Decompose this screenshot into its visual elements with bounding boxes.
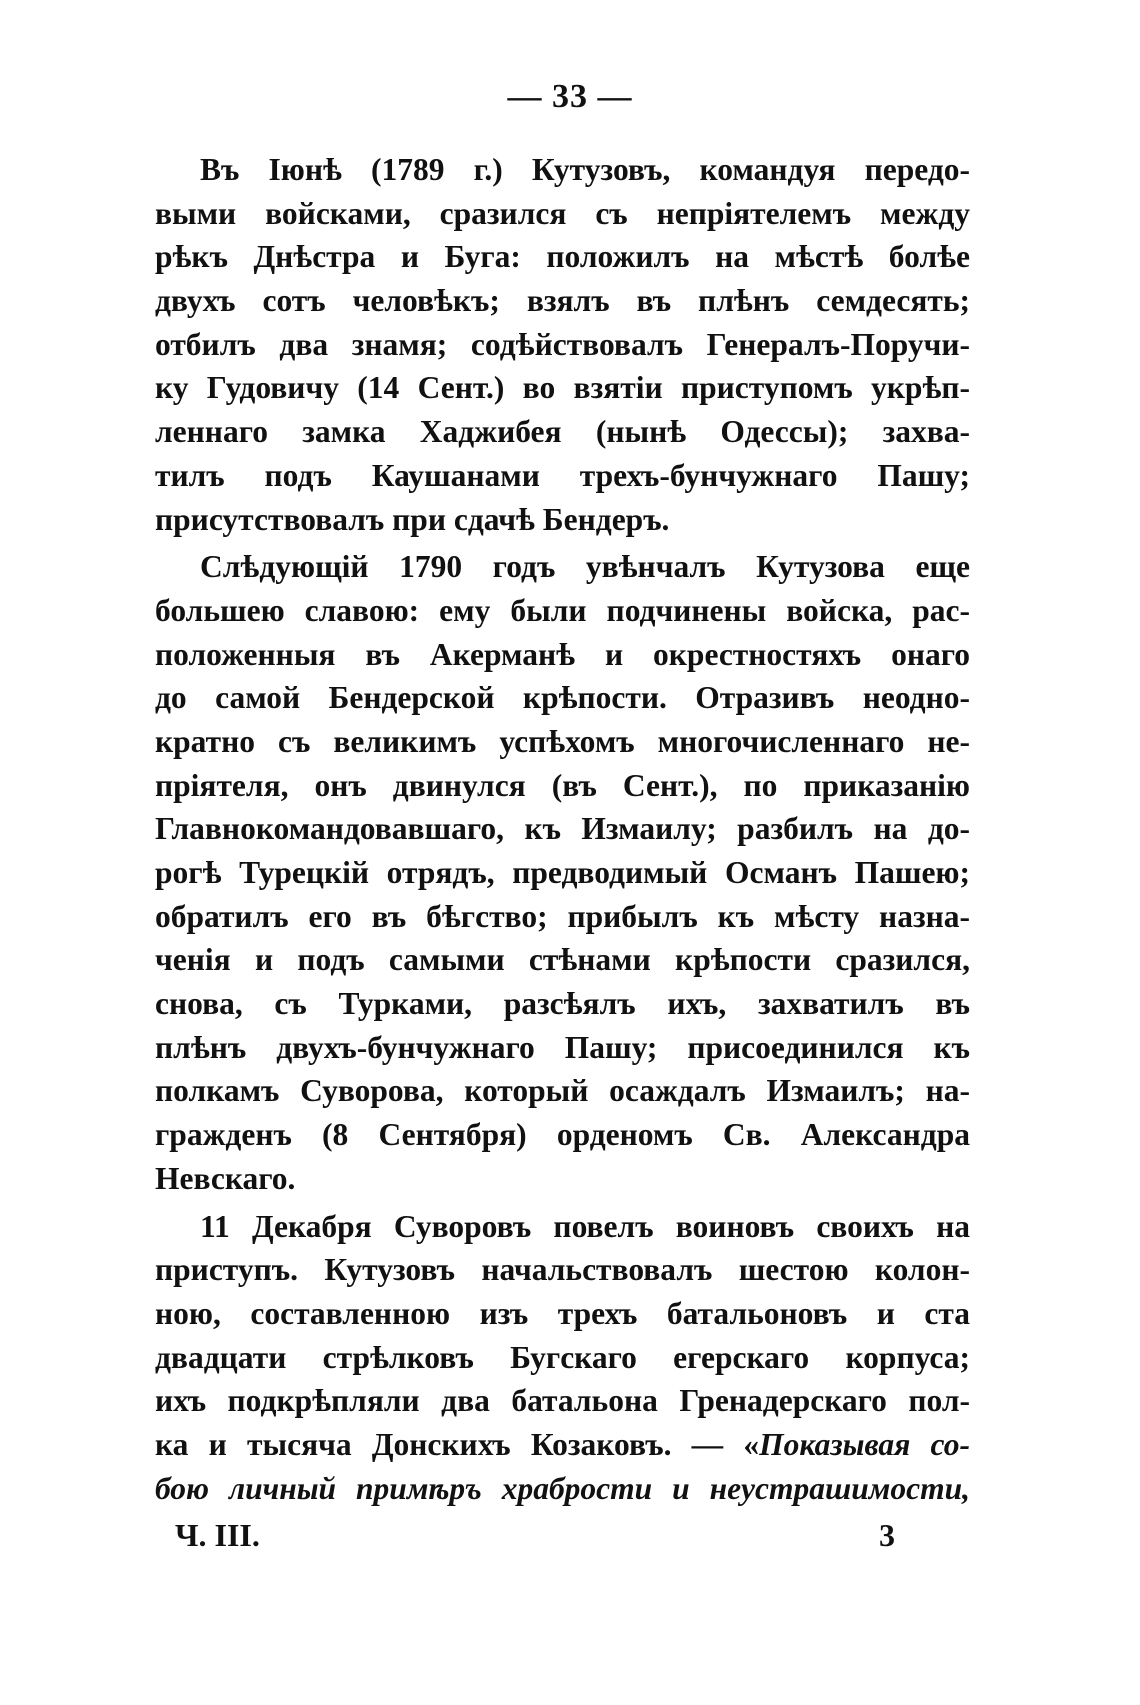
text-line: до самой Бендерской крѣпости. Отразивъ неодно-	[155, 680, 970, 716]
text-line: приступъ. Кутузовъ начальствовалъ шестою колон-	[155, 1252, 970, 1288]
text-line: гражденъ (8 Сентября) орденомъ Св. Александра	[155, 1117, 970, 1153]
text-line: отбилъ два знамя; содѣйствовалъ Генералъ-Поручи-	[155, 326, 970, 362]
text-line: ченія и подъ самыми стѣнами крѣпости сразился,	[155, 942, 970, 978]
text-line: положенныя въ Акерманѣ и окрестностяхъ онаго	[155, 636, 970, 672]
text-line: Главнокомандовавшаго, къ Измаилу; разбилъ на до-	[155, 811, 970, 847]
italic-text-line: бою личный примѣръ храбрости и неустрашимости,	[155, 1470, 970, 1506]
text-line: леннаго замка Хаджибея (нынѣ Одессы); захва-	[155, 414, 970, 450]
paragraph-3	[155, 1205, 970, 1511]
text-line: Слѣдующій 1790 годъ увѣнчалъ Кутузова еще	[200, 549, 970, 585]
text-line: выми войсками, сразился съ непріятелемъ между	[155, 195, 970, 231]
text-line: снова, съ Турками, разсѣялъ ихъ, захватилъ въ	[155, 986, 970, 1022]
text-line: двухъ сотъ человѣкъ; взялъ въ плѣнъ семдесять;	[155, 283, 970, 319]
text-line: рѣкъ Днѣстра и Буга: положилъ на мѣстѣ болѣе	[155, 239, 970, 275]
text-line-mixed	[155, 1423, 970, 1467]
text-line: плѣнъ двухъ-бунчужнаго Пашу; присоединился къ	[155, 1029, 970, 1065]
text-line: большею славою: ему были подчинены войска, рас-	[155, 592, 970, 628]
text-line: присутствовалъ при сдачѣ Бендеръ.	[155, 501, 670, 537]
text-line: двадцати стрѣлковъ Бугскаго егерскаго корпуса;	[155, 1339, 970, 1375]
text-line: рогѣ Турецкій отрядъ, предводимый Османъ Пашею;	[155, 855, 970, 890]
text-line: Въ Іюнѣ (1789 г.) Кутузовъ, командуя передо-	[200, 152, 970, 187]
text-line: Невскаго.	[155, 1160, 296, 1196]
text-line-part: ка и тысяча Донскихъ Козаковъ. — «	[155, 1426, 760, 1462]
text-line: пріятеля, онъ двинулся (въ Сент.), по приказанію	[155, 767, 970, 803]
text-line: кратно съ великимъ успѣхомъ многочисленнаго не-	[155, 723, 970, 759]
signature-mark: Ч. III.	[175, 1517, 260, 1553]
text-line: обратилъ его въ бѣгство; прибылъ къ мѣсту назна-	[155, 898, 970, 934]
paragraph-2	[155, 545, 970, 1200]
text-line: полкамъ Суворова, который осаждалъ Измаилъ; на-	[155, 1073, 970, 1109]
signature-number: 3	[879, 1517, 895, 1553]
text-line: ку Гудовичу (14 Сент.) во взятіи приступомъ укрѣп-	[155, 370, 970, 406]
text-line: тилъ подъ Каушанами трехъ-бунчужнаго Пашу;	[155, 457, 970, 493]
italic-quote-start: Показывая со-	[759, 1426, 970, 1462]
paragraph-1	[155, 148, 970, 541]
text-line: 11 Декабря Суворовъ повелъ воиновъ своихъ на	[200, 1208, 970, 1244]
text-line: ною, составленною изъ трехъ батальоновъ и ста	[155, 1295, 970, 1331]
body-text	[155, 148, 970, 1510]
page-number: — 33 —	[507, 78, 633, 115]
text-line: ихъ подкрѣпляли два батальона Гренадерскаго пол-	[155, 1383, 970, 1419]
